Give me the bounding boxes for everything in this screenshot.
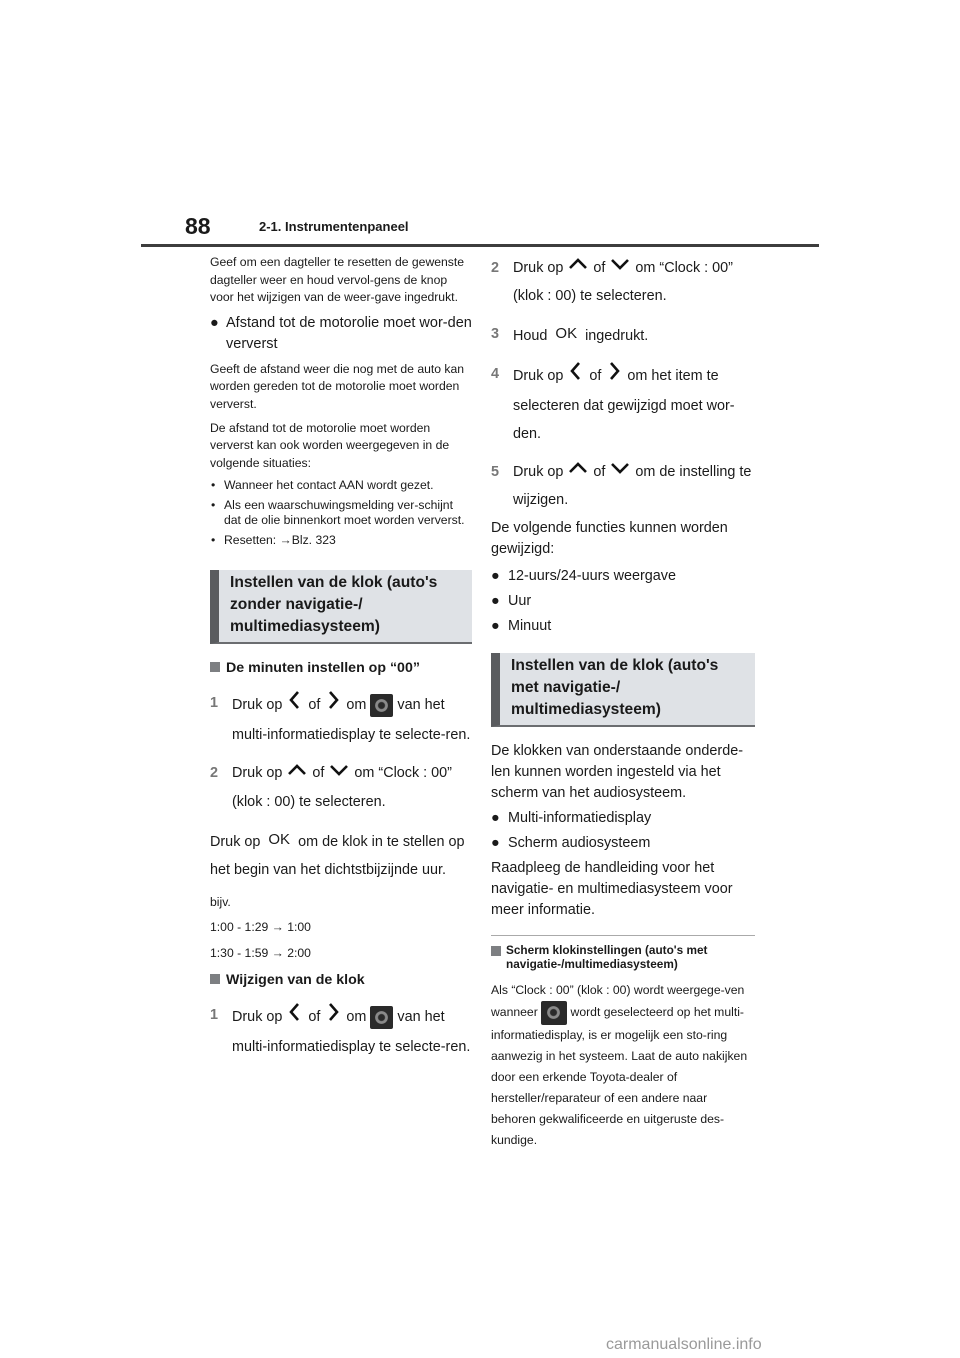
- note-text: Als “Clock : 00” (klok : 00) wordt weergege-ven wanneer wordt geselecteerd op het multi-informatiedisplay, is er mogelijk een sto-ring aanwezig in het systeem. Laat de auto nakijken door een erkende Toyota-dealer of hersteller/reparateur of een andere naar behoren gekwalificeerde en uitgeruste des-kundige.: [491, 983, 748, 1148]
- chevron-down-icon: [609, 254, 631, 282]
- step-item: 3 Houd OK ingedrukt.: [491, 320, 755, 350]
- chevron-up-icon: [567, 254, 589, 282]
- list-item: ● 12-uurs/24-uurs weergave: [491, 568, 676, 585]
- note-heading: Scherm klokinstellingen (auto's met navigatie-/multimediasysteem): [491, 944, 755, 971]
- intro-text: Geef om een dagteller te resetten de gewenste dagteller weer en houd vervol-gens de knop voor het wijzigen van de weer-gave ingedrukt.: [210, 255, 465, 305]
- chevron-down-icon: [609, 458, 631, 486]
- section-title: 2-1. Instrumentenpaneel: [259, 219, 409, 234]
- list-item: • Resetten: →Blz. 323: [211, 533, 336, 548]
- chevron-left-icon: [286, 1001, 304, 1033]
- left-column: [210, 254, 472, 1071]
- right-column: [491, 254, 755, 1157]
- example-line: 1:30 - 1:59 → 2:00: [210, 945, 311, 960]
- paragraph: De volgende functies kunnen worden gewijzigd:: [491, 520, 728, 558]
- paragraph: De klokken van onderstaande onderde-len kunnen worden ingesteld via het scherm van het audiosysteem.: [491, 743, 744, 802]
- chevron-left-icon: [567, 360, 585, 392]
- step-item: 1 Druk op of om van het multi-informatiedisplay te selecte-ren.: [210, 1001, 472, 1061]
- header-rule: [141, 244, 819, 247]
- chevron-right-icon: [605, 360, 623, 392]
- list-item: ● Scherm audiosysteem: [491, 835, 651, 852]
- square-marker-icon: [210, 974, 220, 984]
- example-line: 1:00 - 1:29 → 1:00: [210, 920, 311, 935]
- paragraph: Geeft de afstand weer die nog met de auto kan worden gereden tot de motorolie moet worden ververst.: [210, 361, 465, 411]
- chevron-down-icon: [328, 760, 350, 788]
- paragraph: Druk op OK om de klok in te stellen op het begin van het dichtstbijzijnde uur.: [210, 826, 472, 884]
- settings-icon: [370, 694, 393, 717]
- step-item: 1 Druk op of om van het multi-informatiedisplay te selecte-ren.: [210, 689, 472, 749]
- ok-icon: OK: [268, 830, 291, 848]
- square-marker-icon: [210, 662, 220, 672]
- paragraph: De afstand tot de motorolie moet worden ververst kan ook worden weergegeven in de volgende situaties:: [210, 420, 450, 470]
- list-item: • Wanneer het contact AAN wordt gezet.: [211, 478, 434, 493]
- chevron-right-icon: [324, 689, 342, 721]
- step-item: 2 Druk op of om “Clock : 00” (klok : 00) te selecteren.: [210, 759, 472, 815]
- chevron-up-icon: [567, 458, 589, 486]
- settings-icon: [541, 1001, 567, 1025]
- square-marker-icon: [491, 946, 501, 956]
- list-item: ● Multi-informatiedisplay: [491, 810, 652, 827]
- step-item: 4 Druk op of om het item te selecteren dat gewijzigd moet wor-den.: [491, 360, 755, 448]
- note-rule: [491, 935, 755, 936]
- bullet-heading: ● Afstand tot de motorolie moet wor-den ververst: [210, 314, 472, 352]
- section-heading-box: Instellen van de klok (auto's zonder navigatie-/ multimediasysteem): [210, 570, 472, 644]
- page-number: 88: [185, 213, 211, 239]
- bullet-icon: ●: [210, 314, 219, 331]
- chevron-up-icon: [286, 760, 308, 788]
- list-item: ● Uur: [491, 593, 532, 610]
- paragraph: Raadpleeg de handleiding voor het navigatie- en multimediasysteem voor meer informatie.: [491, 860, 733, 919]
- ok-icon: OK: [555, 325, 578, 343]
- example-label: bijv.: [210, 894, 231, 909]
- watermark: carmanualsonline.info: [606, 1336, 762, 1353]
- settings-icon: [370, 1006, 393, 1029]
- subheading: Wijzigen van de klok: [210, 970, 472, 991]
- chevron-left-icon: [286, 689, 304, 721]
- list-item: ● Minuut: [491, 618, 552, 635]
- chevron-right-icon: [324, 1001, 342, 1033]
- list-item: • Als een waarschuwingsmelding ver-schijnt dat de olie binnenkort moet worden ververst.: [211, 498, 465, 528]
- subheading: De minuten instellen op “00”: [210, 658, 472, 679]
- section-heading-box: Instellen van de klok (auto's met navigatie-/ multimediasysteem): [491, 653, 755, 727]
- step-item: 5 Druk op of om de instelling te wijzigen.: [491, 458, 755, 514]
- step-item: 2 Druk op of om “Clock : 00” (klok : 00) te selecteren.: [491, 254, 755, 310]
